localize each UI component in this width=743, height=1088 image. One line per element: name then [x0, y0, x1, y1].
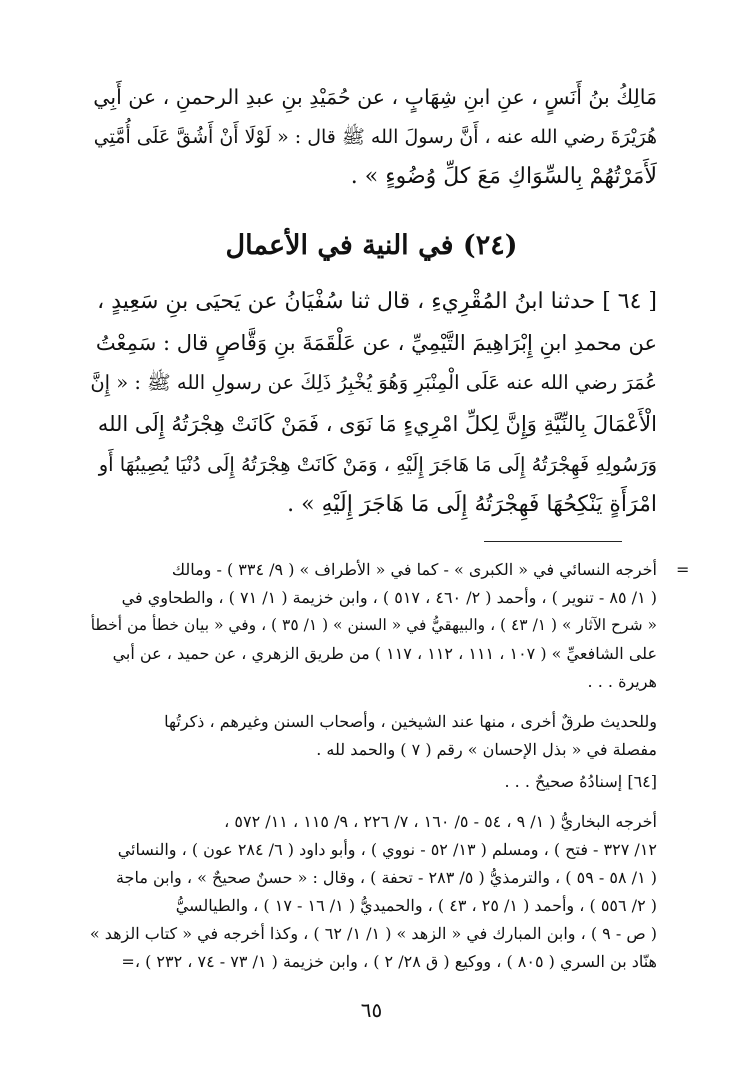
body-line-3: لَأَمَرْتُهُمْ بِالسِّوَاكِ مَعَ كلِّ وُضُوءٍ » .	[350, 164, 657, 189]
body-line-1: مَالِكُ بنُ أَنَسٍ ، عنِ ابنِ شِهَابٍ ، عن حُمَيْدِ بنِ عبدِ الرحمنِ ، عن أَبِي	[93, 85, 657, 109]
footnote-line: ( ١/ ٨٥ - تنوير ) ، وأحمد ( ٢/ ٤٦٠ ، ٥١٧ ) ، وابن خزيمة ( ١/ ٧١ ) ، والطحاوي في	[121, 588, 657, 607]
footnote-64-line: ( ١/ ٥٨ - ٥٩ ) ، والترمذيُّ ( ٥/ ٢٨٣ - تحفة ) ، وقال : « حسنٌ صحيحٌ » ، وابن ماجة	[115, 868, 657, 887]
section-heading: (٢٤) في النية في الأعمال	[225, 230, 518, 261]
hadith-line-3: عُمَرَ رضي الله عنه عَلَى الْمِنْبَرِ وَهُوَ يُخْبِرُ ذَلِكَ عن رسولِ الله ﷺ : « إِنَّ	[90, 371, 657, 394]
footnote-64-line: أخرجه البخاريُّ ( ١/ ٩ ، ٥٤ - ٥/ ١٦٠ ، ٧/ ٢٢٦ ، ٩/ ١١٥ ، ١١/ ٥٧٢ ،	[224, 812, 657, 831]
hadith-line-1: [ ٦٤ ] حدثنا ابنُ المُقْرِيءِ ، قال ثنا سُفْيَانُ عن يَحيَى بنِ سَعِيدٍ ،	[97, 289, 657, 314]
footnote-line: هريرة . . .	[587, 672, 657, 691]
footnote-line: على الشافعيِّ » ( ١٠٧ ، ١١١ ، ١١٢ ، ١١٧ ) من طريق الزهري ، عن حميد ، عن أبي	[112, 644, 657, 663]
page-number: ٦٥	[360, 998, 383, 1022]
footnote-paragraph-line: وللحديث طرقٌ أخرى ، منها عند الشيخين ، وأصحاب السنن وغيرهم ، ذكرتُها	[164, 712, 657, 731]
body-line-2: هُرَيْرَةَ رضي الله عنه ، أَنَّ رسولَ الله ﷺ قال : « لَوْلَا أَنْ أَشُقَّ عَلَى أُمَّتِي	[93, 126, 657, 148]
hadith-line-4: الْأَعْمَالَ بِالنِّيَّةِ وَإِنَّ لِكلِّ امْرِيءٍ مَا نَوَى ، فَمَنْ كَانَتْ هِجْرَتُهُ إِلَى الله	[97, 412, 657, 436]
footnote-paragraph-line: مفصلة في « بذل الإحسان » رقم ( ٧ ) والحمد لله .	[316, 740, 657, 759]
footnote-line: أخرجه النسائي في « الكبرى » - كما في « الأطراف » ( ٩/ ٣٣٤ ) - ومالك	[171, 560, 657, 579]
hadith-line-6: امْرَأَةٍ يَنْكِحُهَا فَهِجْرَتُهُ إِلَى مَا هَاجَرَ إِلَيْهِ » .	[287, 492, 657, 517]
footnote-64-line: ( ص - ٩ ) ، وابن المبارك في « الزهد » ( ١/ ١/ ٦٢ ) ، وكذا أخرجه في « كتاب الزهد »	[89, 924, 657, 943]
footnote-line: « شرح الآثار » ( ١/ ٤٣ ) ، والبيهقيُّ في « السنن » ( ١/ ٣٥ ) ، وفي « بيان خطأ من أخطأ	[90, 616, 657, 634]
footnote-separator	[484, 541, 622, 542]
continuation-mark: =	[676, 560, 690, 579]
hadith-line-2: عن محمدِ ابنِ إِبْرَاهِيمَ التَّيْمِيِّ ، عن عَلْقَمَةَ بنِ وَقَّاصٍ قال : سَمِعْتُ	[95, 331, 657, 355]
footnote-64-line: ١٢/ ٣٢٧ - فتح ) ، ومسلم ( ١٣/ ٥٢ - نووي ) ، وأبو داود ( ٦/ ٢٨٤ عون ) ، والنسائي	[117, 840, 657, 859]
footnote-64-line: هنّاد بن السري ( ٨٠٥ ) ، ووكيع ( ق ٢٨/ ٢ ) ، وابن خزيمة ( ١/ ٧٣ - ٧٤ ، ٢٣٢ ) ،=	[121, 952, 657, 971]
footnote-64-line: ( ٢/ ٥٥٦ ) ، وأحمد ( ١/ ٢٥ ، ٤٣ ) ، والحميديُّ ( ١/ ١٦ - ١٧ ) ، والطيالسيُّ	[175, 896, 657, 915]
footnote-64-heading: [٦٤] إسنادُهُ صحيحٌ . . .	[504, 772, 657, 791]
hadith-line-5: وَرَسُولِهِ فَهِجْرَتُهُ إِلَى مَا هَاجَرَ إِلَيْهِ ، وَمَنْ كَانَتْ هِجْرَتُهُ إِلَى دُنْيَا يُصِيبُهَا أَو	[98, 453, 657, 476]
